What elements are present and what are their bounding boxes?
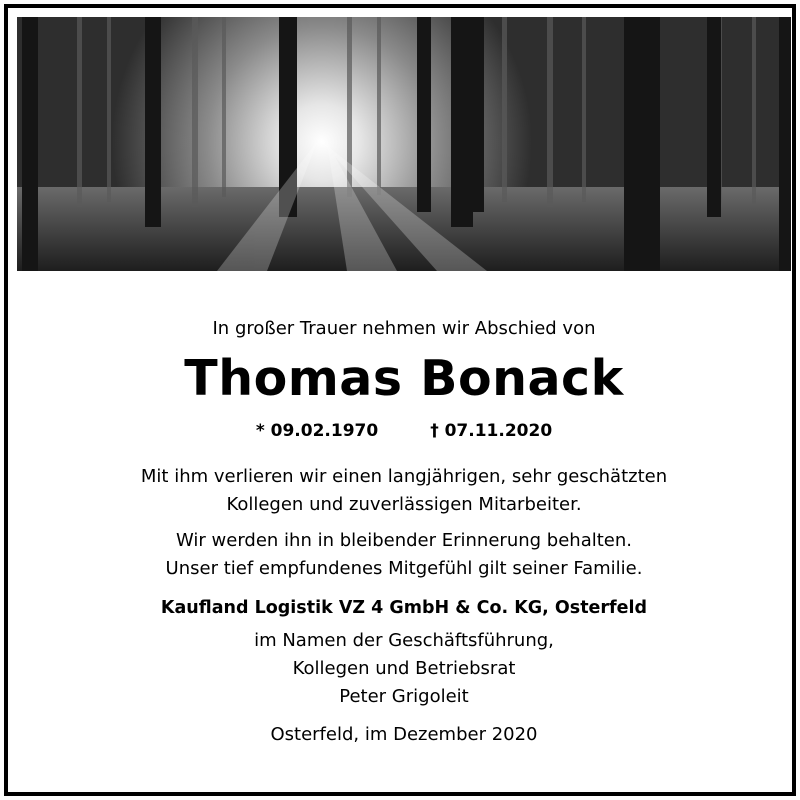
death-date: † 07.11.2020: [430, 421, 553, 441]
company-name: Kaufland Logistik VZ 4 GmbH & Co. KG, Osterfeld: [160, 598, 648, 618]
place-and-date: Osterfeld, im Dezember 2020: [270, 724, 538, 745]
intro-line: In großer Trauer nehmen wir Abschied von: [212, 318, 596, 339]
life-dates: [8, 421, 800, 441]
signatories: [8, 627, 800, 711]
message-paragraph-1: [8, 463, 800, 519]
message-line: Wir werden ihn in bleibender Erinnerung behalten.: [176, 530, 632, 551]
forest-photo: [17, 17, 791, 271]
signatory-line: Kollegen und Betriebsrat: [292, 658, 516, 679]
message-paragraph-2: [8, 527, 800, 583]
obituary-notice: [4, 4, 796, 796]
message-line: Kollegen und zuverlässigen Mitarbeiter.: [226, 494, 582, 515]
message-line: Mit ihm verlieren wir einen langjährigen, sehr geschätzten: [140, 466, 668, 487]
birth-date: * 09.02.1970: [255, 421, 379, 441]
signatory-line: Peter Grigoleit: [339, 686, 469, 707]
deceased-name: Thomas Bonack: [184, 350, 624, 407]
message-line: Unser tief empfundenes Mitgefühl gilt seiner Familie.: [165, 558, 643, 579]
signatory-line: im Namen der Geschäftsführung,: [254, 630, 554, 651]
